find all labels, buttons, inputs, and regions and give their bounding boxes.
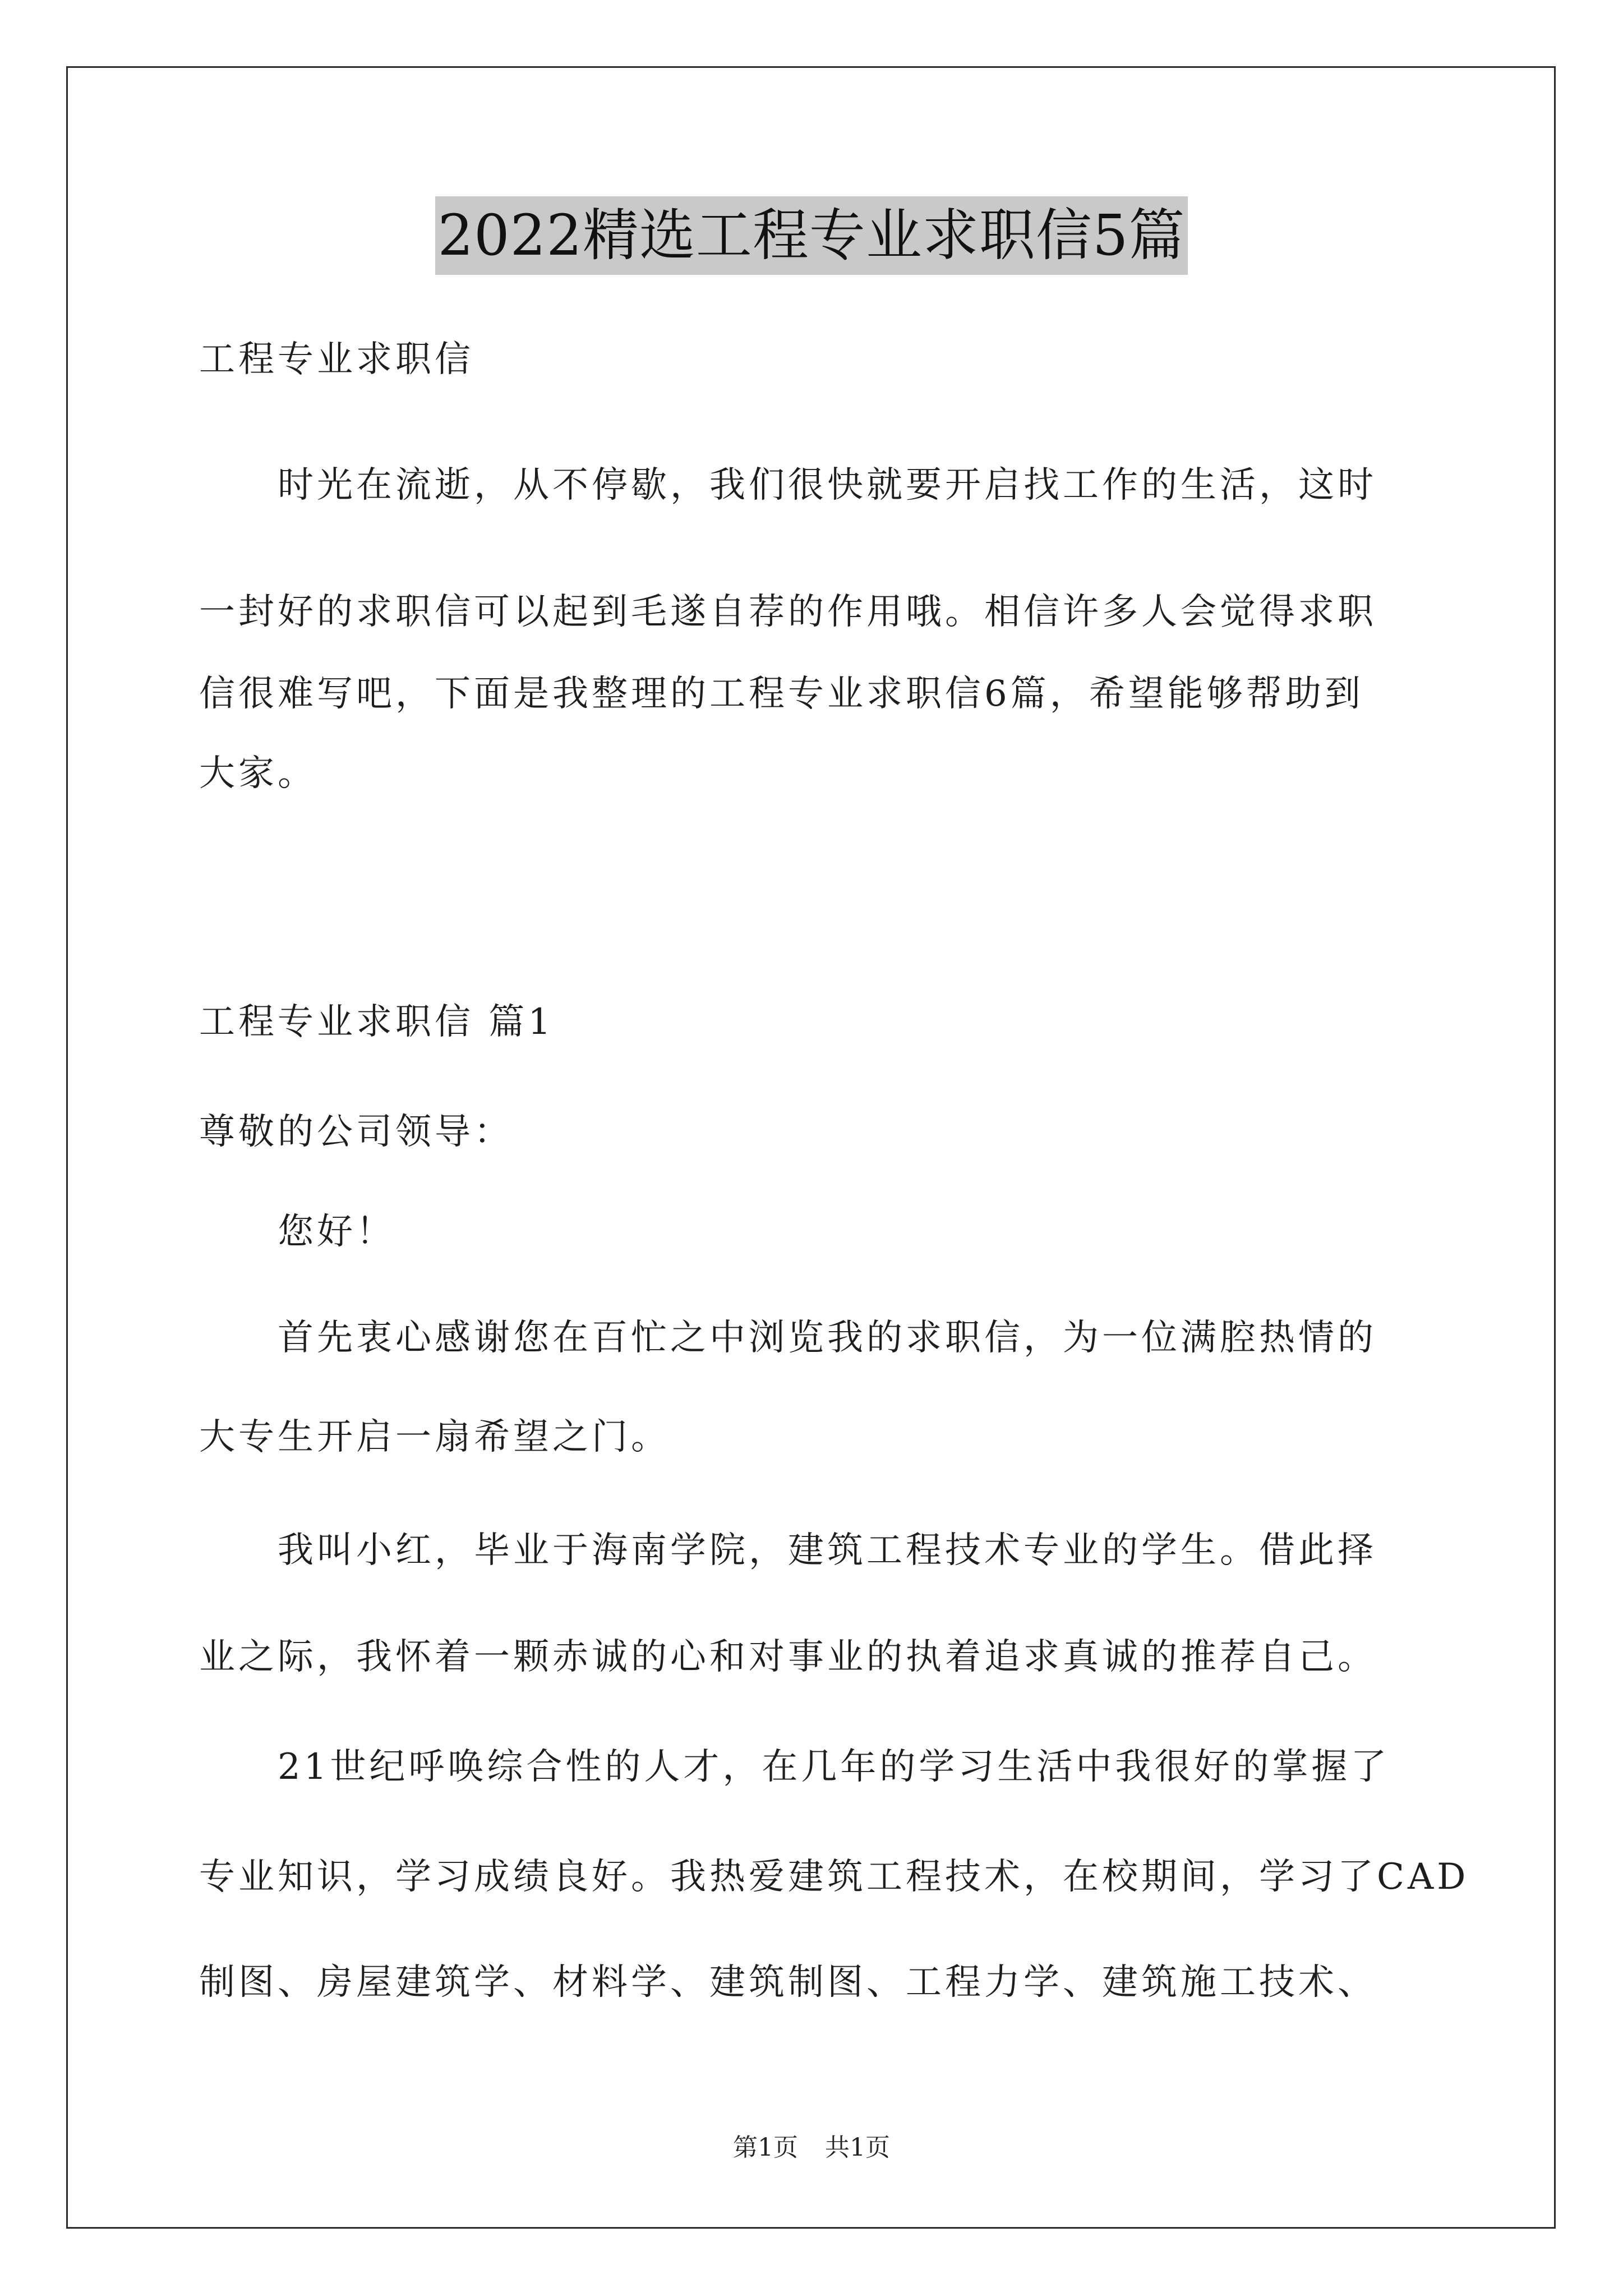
paragraph-line: 业之际，我怀着一颗赤诚的心和对事业的执着追求真诚的推荐自己。 bbox=[199, 1636, 1377, 1678]
paragraph-line: 时光在流逝，从不停歇，我们很快就要开启找工作的生活，这时 bbox=[278, 464, 1377, 506]
letter-heading: 工程专业求职信 篇1 bbox=[199, 1001, 555, 1043]
title-container bbox=[0, 196, 1623, 275]
page-total: 共1页 bbox=[825, 2133, 890, 2162]
paragraph-line: 大专生开启一扇希望之门。 bbox=[199, 1416, 670, 1458]
greeting: 您好！ bbox=[278, 1211, 395, 1253]
paragraph-line: 首先衷心感谢您在百忙之中浏览我的求职信，为一位满腔热情的 bbox=[278, 1317, 1377, 1359]
page-number: 第1页 bbox=[733, 2133, 798, 2162]
paragraph-line: 大家。 bbox=[199, 753, 317, 794]
paragraph-line: 专业知识，学习成绩良好。我热爱建筑工程技术，在校期间，学习了CAD bbox=[199, 1856, 1469, 1898]
paragraph-line: 一封好的求职信可以起到毛遂自荐的作用哦。相信许多人会觉得求职 bbox=[199, 591, 1377, 633]
paragraph-line: 21世纪呼唤综合性的人才，在几年的学习生活中我很好的掌握了 bbox=[278, 1746, 1390, 1788]
page-footer bbox=[0, 2132, 1623, 2164]
paragraph-line: 信很难写吧，下面是我整理的工程专业求职信6篇，希望能够帮助到 bbox=[199, 673, 1364, 715]
document-title: 2022精选工程专业求职信5篇 bbox=[435, 196, 1187, 275]
salutation: 尊敬的公司领导： bbox=[199, 1111, 513, 1153]
section-heading: 工程专业求职信 bbox=[199, 339, 474, 380]
paragraph-line: 我叫小红，毕业于海南学院，建筑工程技术专业的学生。借此择 bbox=[278, 1530, 1377, 1571]
paragraph-line: 制图、房屋建筑学、材料学、建筑制图、工程力学、建筑施工技术、 bbox=[199, 1962, 1377, 2003]
